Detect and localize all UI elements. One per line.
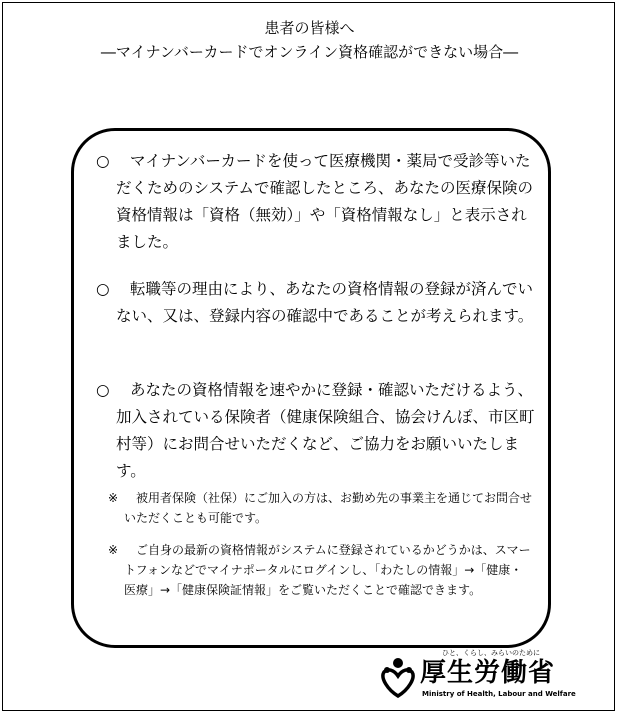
mhlw-emblem-icon: [378, 656, 418, 698]
mhlw-logo: [376, 648, 576, 706]
notice-item-text: 転職等の理由により、あなたの資格情報の登録が済んでいない、又は、登録内容の確認中であることが考えられます。: [116, 280, 534, 325]
circle-bullet: ○: [96, 280, 110, 298]
note-mark: ※: [108, 543, 119, 557]
footnote-2: [108, 540, 534, 600]
logo-tagline: ひと、くらし、みらいのために: [442, 649, 540, 657]
notice-item-1: [96, 148, 536, 256]
footnote-text: ご自身の最新の資格情報がシステムに登録されているかどうかは、スマートフォンなどでマイナポータルにログインし、「わたしの情報」→「健康・医療」→「健康保険証情報」をご覧いただくことで確認できます。: [124, 543, 531, 597]
footnote-text: 被用者保険（社保）にご加入の方は、お勤め先の事業主を通じてお問合せいただくことも可能です。: [124, 491, 533, 525]
notice-item-text: あなたの資格情報を速やかに登録・確認いただけるよう、加入されている保険者（健康保険組合、協会けんぽ、市区町村等）にお問合せいただくなど、ご協力をお願いいたします。: [116, 381, 535, 480]
circle-bullet: ○: [96, 152, 110, 170]
page-title: 患者の皆様へ: [264, 19, 355, 37]
circle-bullet: ○: [96, 381, 110, 399]
notice-item-text: マイナンバーカードを使って医療機関・薬局で受診等いただくためのシステムで確認したところ、あなたの医療保険の資格情報は「資格（無効）」や「資格情報なし」と表示されました。: [116, 152, 533, 251]
logo-english-name: Ministry of Health, Labour and Welfare: [422, 690, 576, 698]
note-mark: ※: [108, 491, 119, 505]
page-subtitle: ―マイナンバーカードでオンライン資格確認ができない場合―: [100, 43, 519, 61]
footnote-1: [108, 488, 534, 528]
notice-item-3: [96, 377, 536, 485]
notice-item-2: [96, 276, 536, 330]
logo-name: 厚生労働省: [420, 658, 556, 688]
